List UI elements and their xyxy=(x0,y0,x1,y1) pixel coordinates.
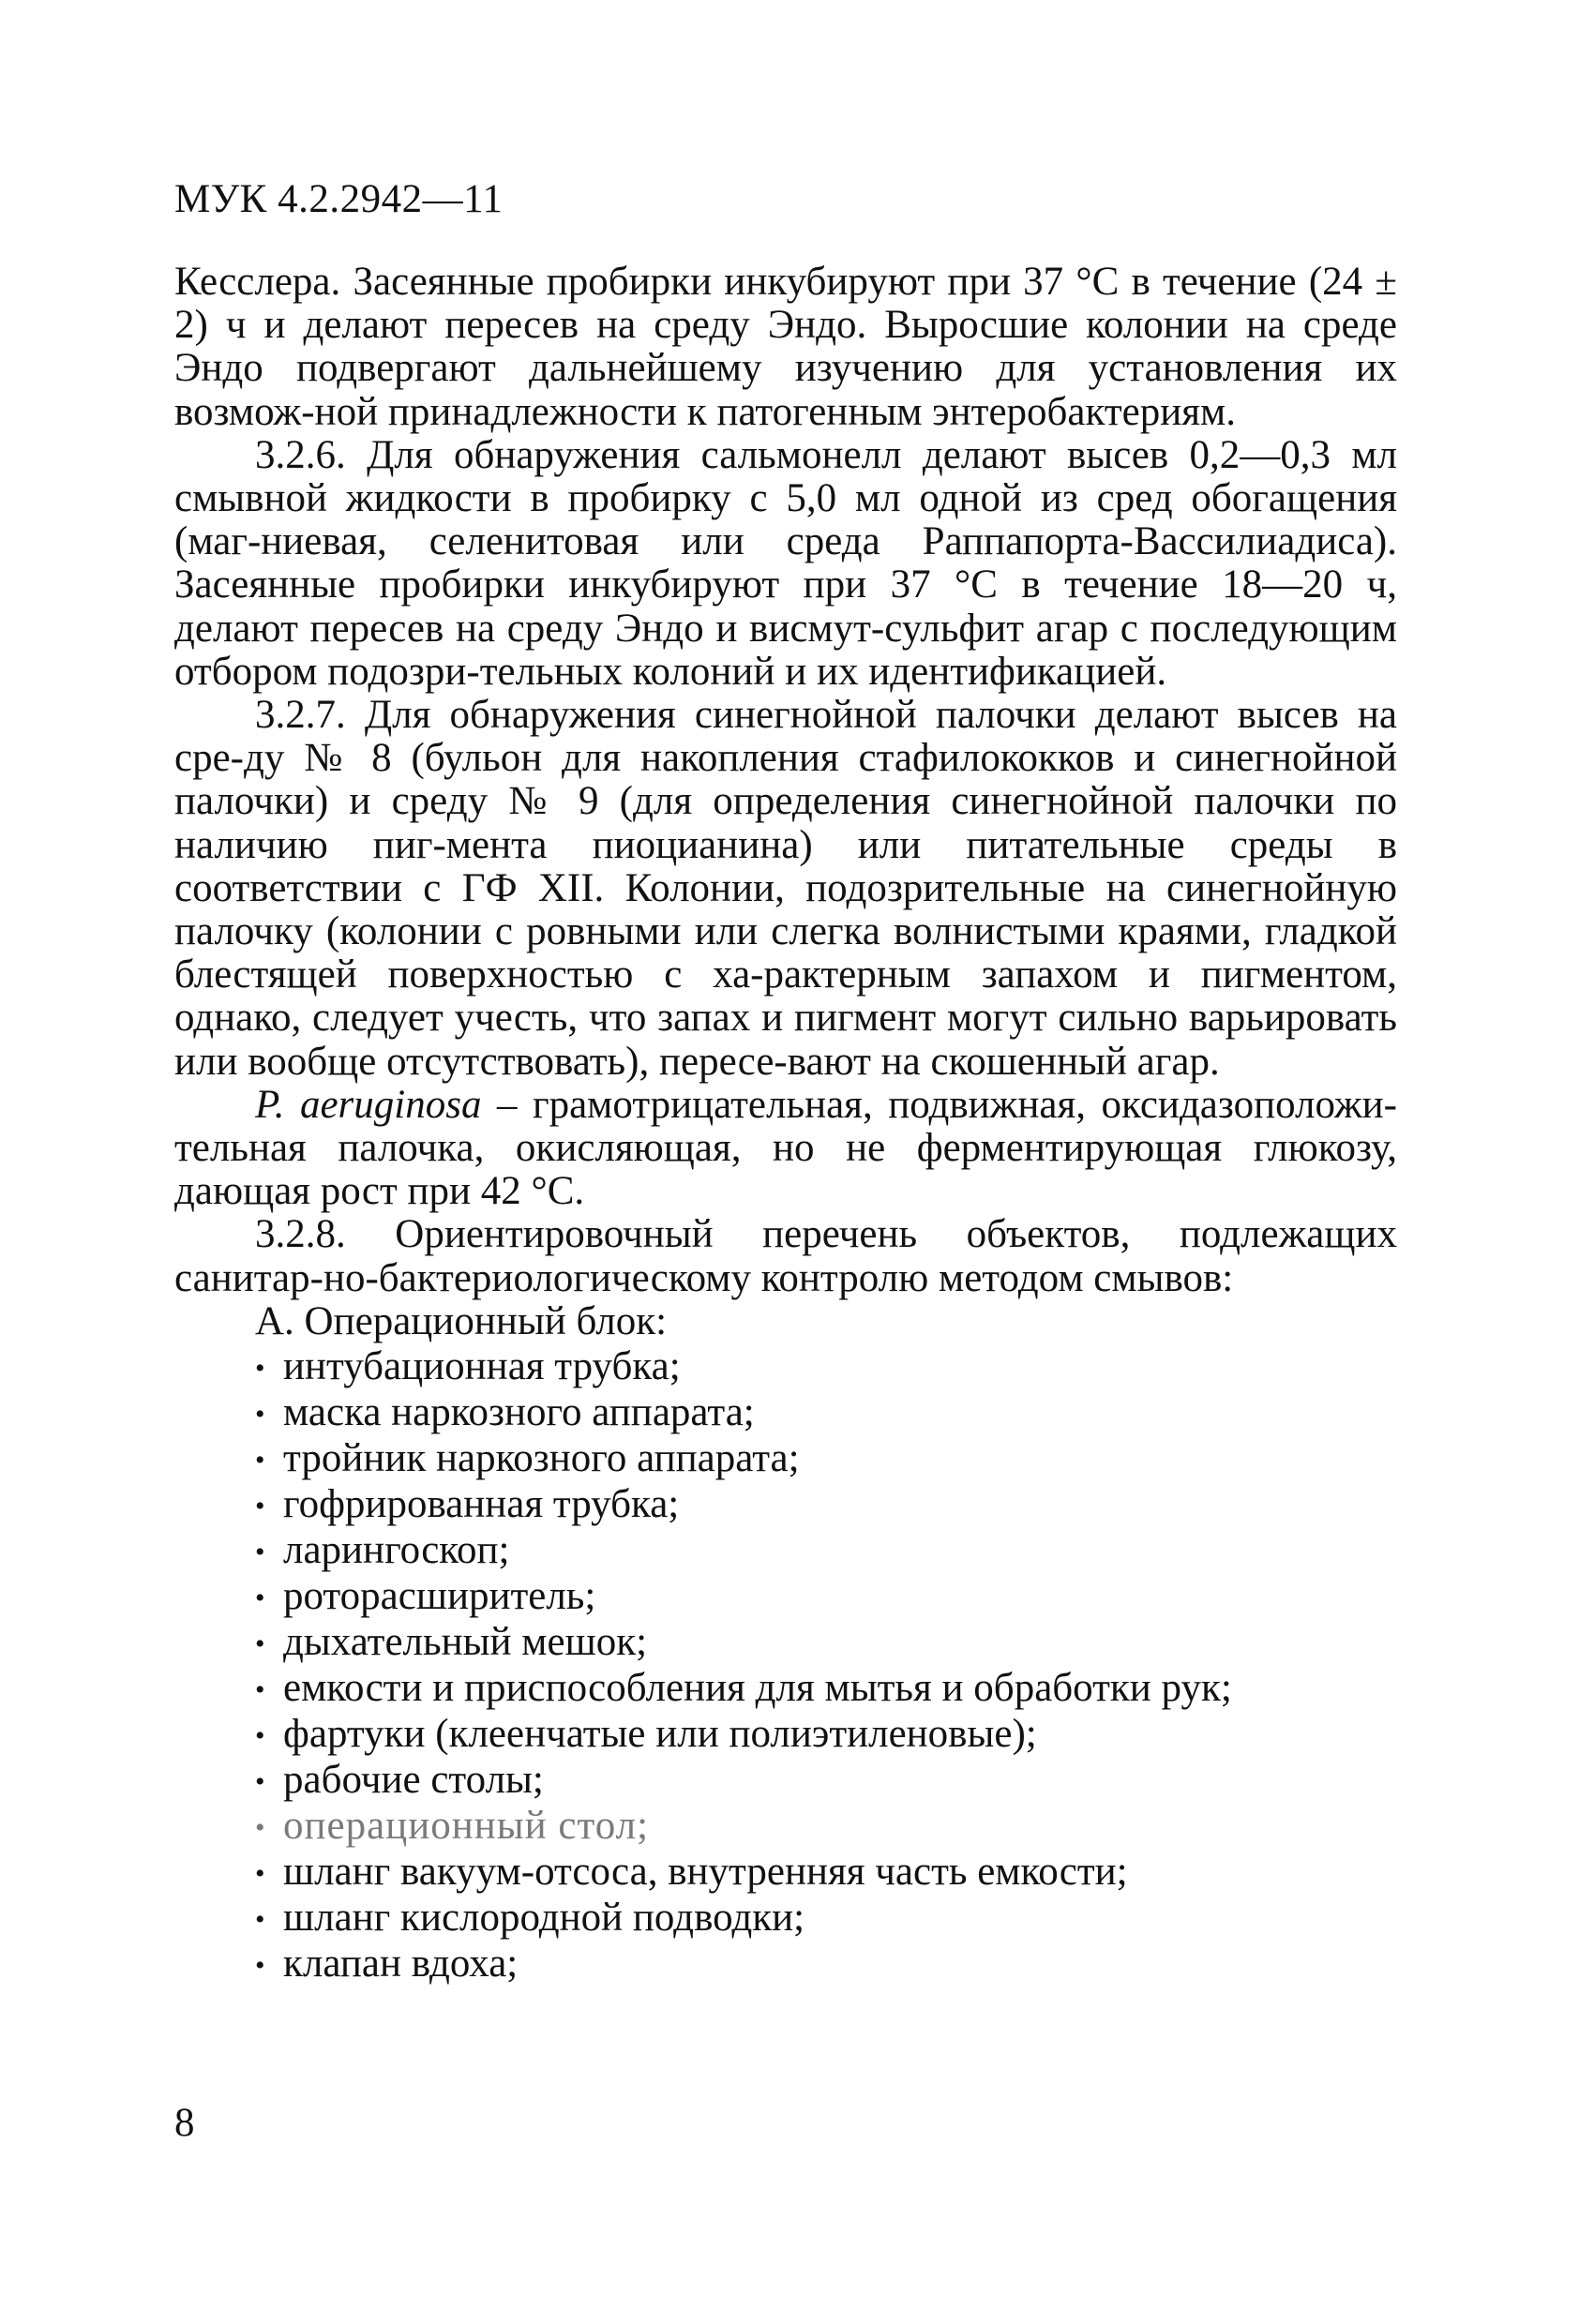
paragraph-p-aeruginosa xyxy=(174,1084,1397,1214)
list-item xyxy=(255,1573,1397,1619)
list-item-text: клапан вдоха; xyxy=(283,1942,519,1987)
bullet-icon: • xyxy=(255,1812,266,1844)
list-item-text: тройник наркозного аппарата; xyxy=(283,1436,800,1481)
species-description: – грамотрицательная, подвижная, оксидазоположи-тельная палочка, окисляющая, но не ферментирующая глюкозу, дающая рост при 42 °С. xyxy=(174,1082,1397,1214)
bullet-icon: • xyxy=(255,1537,265,1568)
bullet-icon: • xyxy=(255,1399,265,1431)
list-item xyxy=(255,1481,1397,1527)
list-item xyxy=(255,1619,1397,1665)
list-item xyxy=(255,1895,1397,1941)
list-item xyxy=(255,1389,1397,1435)
list-item xyxy=(255,1527,1397,1573)
list-item-text: интубационная трубка; xyxy=(283,1344,681,1389)
bullet-icon: • xyxy=(255,1445,265,1477)
list-item xyxy=(255,1757,1397,1803)
list-title-operating-block: А. Операционный блок: xyxy=(255,1298,668,1343)
paragraph-3-2-8: 3.2.8. Ориентировочный перечень объектов, подлежащих санитар-но-бактериологическому контролю методом смывов: xyxy=(174,1212,1397,1300)
document-body xyxy=(174,261,1397,1987)
list-item-text: маска наркозного аппарата; xyxy=(283,1390,755,1435)
paragraph-3-2-7: 3.2.7. Для обнаружения синегнойной палочки делают высев на сре-ду № 8 (бульон для накопления стафилококков и синегнойной палочки) и среду № 9 (для определения синегнойной палочки по наличию пиг-мента пиоцианина) или питательные среды в соответствии с ГФ XII. Колонии, подозрительные на синегнойную палочку (колонии с ровными или слегка волнистыми краями, гладкой блестящей поверхностью с ха-рактерным запахом и пигментом, однако, следует учесть, что запах и пигмент могут сильно варьировать или вообще отсутствовать), пересе-вают на скошенный агар. xyxy=(174,693,1397,1084)
list-item xyxy=(255,1849,1397,1895)
bullet-icon: • xyxy=(255,1766,265,1798)
list-item-faded xyxy=(255,1803,1397,1849)
list-item-text: шланг вакуум-отсоса, внутренняя часть емкости; xyxy=(283,1850,1128,1895)
bullet-icon: • xyxy=(255,1858,265,1890)
bullet-icon: • xyxy=(255,1628,265,1660)
bullet-icon: • xyxy=(255,1674,265,1706)
bullet-icon: • xyxy=(255,1720,265,1752)
list-item xyxy=(255,1435,1397,1481)
bullet-icon: • xyxy=(255,1950,265,1982)
list-item xyxy=(255,1941,1397,1987)
list-item-text: рабочие столы; xyxy=(283,1758,544,1803)
list-item xyxy=(255,1343,1397,1389)
list-item xyxy=(255,1665,1397,1711)
page-number: 8 xyxy=(174,2101,195,2145)
list-item-text: емкости и приспособления для мытья и обработки рук; xyxy=(283,1666,1232,1711)
paragraph-3-2-6: 3.2.6. Для обнаружения сальмонелл делают высев 0,2—0,3 мл смывной жидкости в пробирку с 5,0 мл одной из сред обогащения (маг-ниевая, селенитовая или среда Раппапорта-Вассилиадиса). Засеянные пробирки инкубируют при 37 °С в течение 18—20 ч, делают пересев на среду Эндо и висмут-сульфит агар с последующим отбором подозри-тельных колоний и их идентификацией. xyxy=(174,432,1397,694)
bullet-icon: • xyxy=(255,1353,265,1385)
bullet-icon: • xyxy=(255,1904,265,1936)
list-item-text: операционный стол; xyxy=(283,1804,650,1849)
paragraph-kessler-continuation: Кесслера. Засеянные пробирки инкубируют при 37 °С в течение (24 ± 2) ч и делают пересев на среду Эндо. Выросшие колонии на среде Эндо подвергают дальнейшему изучению для установления их возмож-ной принадлежности к патогенным энтеробактериям. xyxy=(174,260,1397,434)
species-name: P. aeruginosa xyxy=(255,1082,482,1127)
list-item-text: дыхательный мешок; xyxy=(283,1620,648,1665)
list-item xyxy=(255,1711,1397,1757)
document-code-header: МУК 4.2.2942—11 xyxy=(174,177,504,221)
bullet-icon: • xyxy=(255,1582,265,1614)
list-item-text: роторасширитель; xyxy=(283,1574,596,1619)
list-item-text: фартуки (клеенчатые или полиэтиленовые); xyxy=(283,1712,1037,1757)
list-item-text: ларингоскоп; xyxy=(283,1528,510,1573)
list-item-text: шланг кислородной подводки; xyxy=(283,1896,805,1941)
bullet-icon: • xyxy=(255,1491,265,1522)
list-item-text: гофрированная трубка; xyxy=(283,1482,680,1527)
operating-block-list xyxy=(174,1343,1397,1987)
